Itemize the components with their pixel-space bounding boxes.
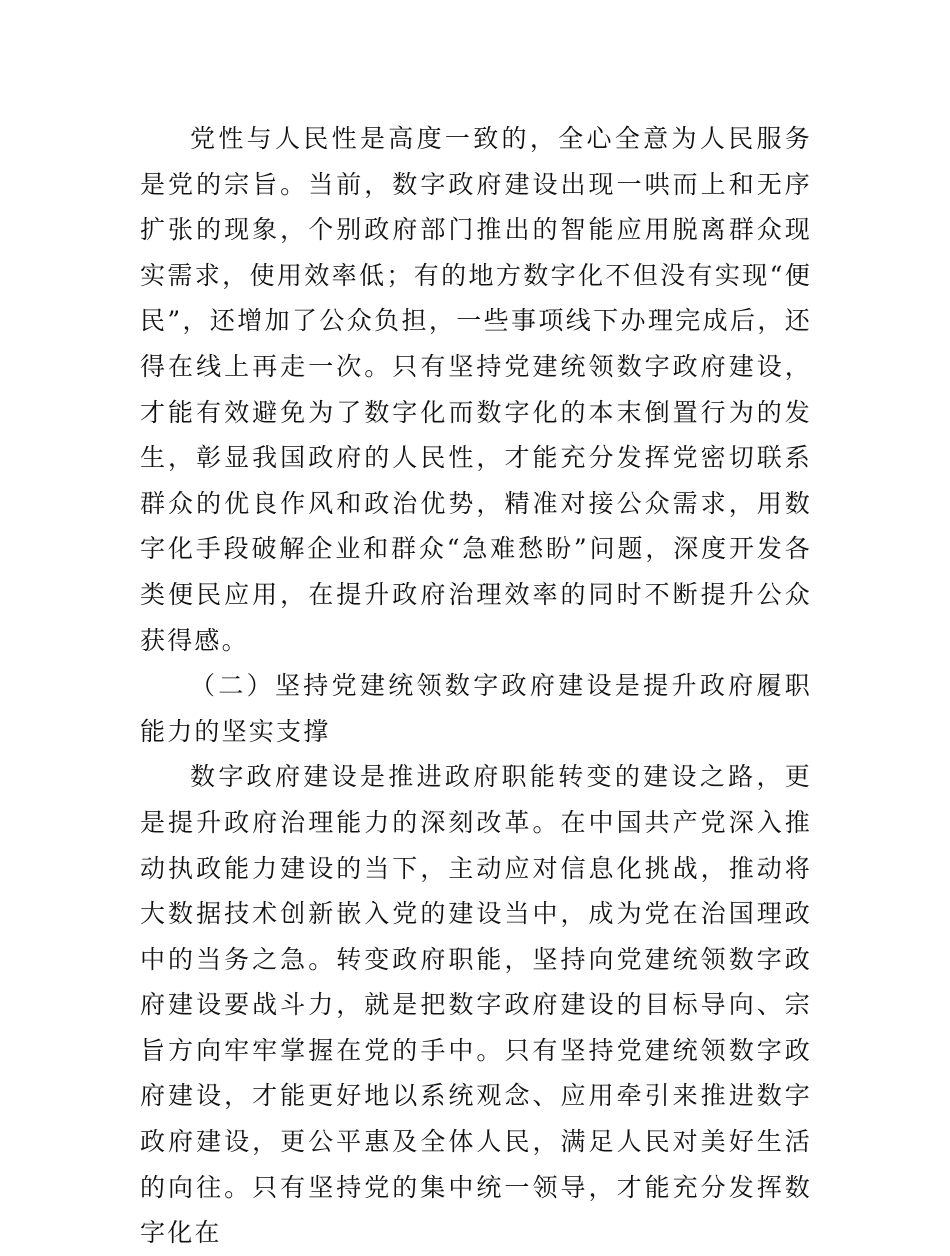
section-heading: （二）坚持党建统领数字政府建设是提升政府履职能力的坚实支撑 [140,671,812,746]
body-paragraph: 数字政府建设是推进政府职能转变的建设之路，更是提升政府治理能力的深刻改革。在中国共产党深入推动执政能力建设的当下，主动应对信息化挑战，推动将大数据技术创新嵌入党的建设当中，成为党在治国理政中的当务之急。转变政府职能，坚持向党建统领数字政府建设要战斗力，就是把数字政府建设的目标导向、宗旨方向牢牢掌握在党的手中。只有坚持党建统领数字政府建设，才能更好地以系统观念、应用牵引来推进数字政府建设，更公平惠及全体人民，满足人民对美好生活的向往。只有坚持党的集中统一领导，才能充分发挥数字化在 [140,762,812,1248]
document-page [140,116,812,1256]
body-paragraph: 党性与人民性是高度一致的，全心全意为人民服务是党的宗旨。当前，数字政府建设出现一哄而上和无序扩张的现象，个别政府部门推出的智能应用脱离群众现实需求，使用效率低；有的地方数字化不但没有实现“便民”，还增加了公众负担，一些事项线下办理完成后，还得在线上再走一次。只有坚持党建统领数字政府建设，才能有效避免为了数字化而数字化的本末倒置行为的发生，彰显我国政府的人民性，才能充分发挥党密切联系群众的优良作风和政治优势，精准对接公众需求，用数字化手段破解企业和群众“急难愁盼”问题，深度开发各类便民应用，在提升政府治理效率的同时不断提升公众获得感。 [140,124,812,655]
